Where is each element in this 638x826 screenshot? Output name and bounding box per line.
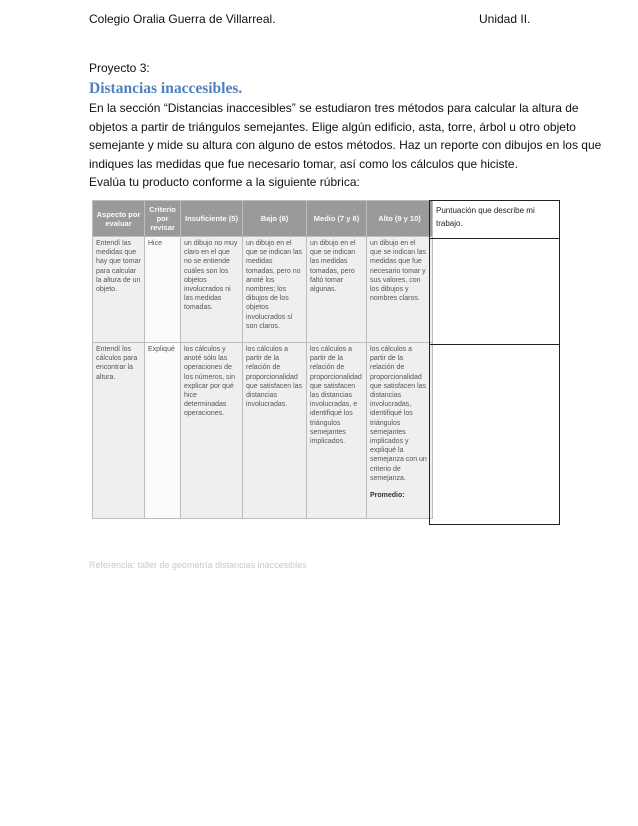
table-row [93,343,433,519]
rubric-aspect-cell: Entendí los cálculos para encontrar la altura. [93,343,145,519]
reference-note: Referencia: taller de geometría distancias inaccesibles [89,560,307,570]
table-row [93,237,433,343]
rubric-header-cell: Alto (9 y 10) [367,201,433,237]
page-title: Distancias inaccesibles. [89,80,243,97]
rubric-level-cell: un dibujo en el que se indican las medidas tomadas, pero no anoté los nombres; los dibujos de los objetos involucrados sí son claros. [243,237,307,343]
intro-line: objetos a partir de triángulos semejantes. Elige algún edificio, asta, torre, árbol u otro objeto [89,119,576,134]
rubric-table [92,200,433,519]
rubric-promedio: Promedio: [370,492,405,500]
rubric-aspect-cell: Entendí las medidas que hay que tomar para calcular la altura de un objeto. [93,237,145,343]
rubric-header-cell: Aspecto por evaluar [93,201,145,237]
project-label: Proyecto 3: [89,61,150,75]
intro-line: indiques las medidas que fue necesario tomar, así como los cálculos que hiciste. [89,156,518,171]
rubric-header-cell: Insuficiente (5) [181,201,243,237]
rubric-header-row [93,201,433,237]
rubric-level-cell: un dibujo no muy claro en el que no se entiende cuáles son los objetos involucrados ni las medidas tomadas. [181,237,243,343]
score-cell[interactable] [430,344,560,524]
score-column-table [429,200,560,525]
intro-paragraph [89,99,602,173]
rubric-level-cell: un dibujo en el que se indican las medidas que fue necesario tomar y sus valores, con los dibujos y nombres claros. [367,237,433,343]
rubric-level-cell: un dibujo en el que se indican las medidas tomadas, pero faltó tomar algunas. [307,237,367,343]
rubric-criterion-cell: Expliqué [145,343,181,519]
header-unit: Unidad II. [479,12,531,26]
rubric-level-cell: los cálculos a partir de la relación de proporcionalidad que satisfacen las distancias involucradas. [243,343,307,519]
rubric-level-text: los cálculos a partir de la relación de proporcionalidad que satisfacen las distancias involucradas, identifiqué los triángulos semejantes implicados y expliqué la semejanza con un criterio de semejanza. [370,346,427,482]
rubric-level-cell [367,343,433,519]
header-school: Colegio Oralia Guerra de Villarreal. [89,12,276,26]
score-header-cell: Puntuación que describe mi trabajo. [430,201,560,239]
rubric-level-cell: los cálculos a partir de la relación de proporcionalidad que satisfacen las distancias involucradas, e identifiqué los triángulos semejantes implicados. [307,343,367,519]
score-cell[interactable] [430,239,560,345]
rubric-header-cell: Medio (7 y 8) [307,201,367,237]
evaluate-instruction: Evalúa tu producto conforme a la siguiente rúbrica: [89,175,360,189]
rubric-header-cell: Criterio por revisar [145,201,181,237]
rubric-header-cell: Bajo (6) [243,201,307,237]
intro-line: En la sección “Distancias inaccesibles” se estudiaron tres métodos para calcular la altura de [89,101,579,115]
intro-line: semejante y mide su altura con alguno de estos métodos. Haz un reporte con dibujos en los que [89,138,602,152]
rubric-level-cell: los cálculos y anoté sólo las operaciones de los números, sin explicar por qué hice determinadas operaciones. [181,343,243,519]
rubric-criterion-cell: Hice [145,237,181,343]
